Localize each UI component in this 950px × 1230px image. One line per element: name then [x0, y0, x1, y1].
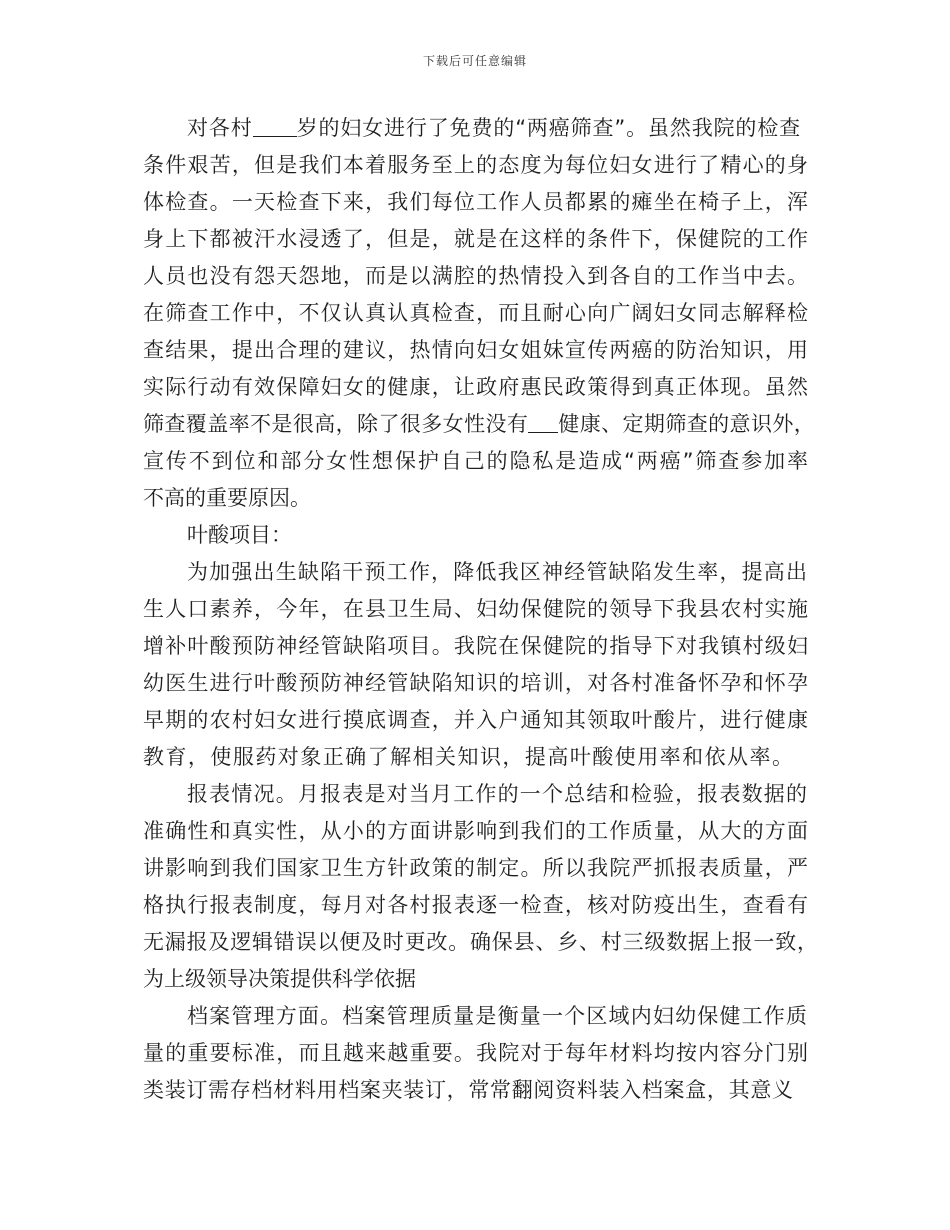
- text-line: 幼医生进行叶酸预防神经管缺陷知识的培训，对各村准备怀孕和怀孕: [143, 671, 810, 695]
- text-line: 无漏报及逻辑错误以便及时更改。确保县、乡、村三级数据上报一致，: [143, 930, 819, 954]
- fill-in-blank: [253, 116, 297, 137]
- fill-in-blank: [528, 412, 558, 433]
- text-line: 在筛查工作中，不仅认真认真检查，而且耐心向广阔妇女同志解释检: [143, 301, 810, 325]
- text-line: 量的重要标准，而且越来越重要。我院对于每年材料均按内容分门别: [143, 1041, 810, 1065]
- text-line: 类装订需存档材料用档案夹装订，常常翻阅资料装入档案盒，其意义: [143, 1078, 794, 1102]
- text-line: 格执行报表制度，每月对各村报表逐一检查，核对防疫出生，查看有: [143, 893, 810, 917]
- section-heading: 叶酸项目：: [187, 523, 292, 547]
- text-line: 讲影响到我们国家卫生方针政策的制定。所以我院严抓报表质量，严: [143, 856, 810, 880]
- text-line: 生人口素养，今年，在县卫生局、妇幼保健院的领导下我县农村实施: [143, 597, 810, 621]
- text-line: 体检查。一天检查下来，我们每位工作人员都累的瘫坐在椅子上，浑: [143, 190, 810, 214]
- text-line: [187, 113, 801, 143]
- text-line: 报表情况。月报表是对当月工作的一个总结和检验，报表数据的: [187, 782, 809, 806]
- text-line: 条件艰苦，但是我们本着服务至上的态度为每位妇女进行了精心的身: [143, 153, 810, 177]
- page-header: 下载后可任意编辑: [422, 54, 527, 68]
- text-line: 不高的重要原因。: [143, 486, 311, 510]
- text-line: 实际行动有效保障妇女的健康，让政府惠民政策得到真正体现。虽然: [143, 375, 810, 399]
- text-line: 档案管理方面。档案管理质量是衡量一个区域内妇幼保健工作质: [187, 1004, 809, 1028]
- text-line: 宣传不到位和部分女性想保护自己的隐私是造成“两癌”筛查参加率: [143, 449, 810, 473]
- text-segment: 岁的妇女进行了免费的“两癌筛查”。虽然我院的检查: [296, 116, 801, 140]
- text-line: 为加强出生缺陷干预工作，降低我区神经管缺陷发生率，提高出: [187, 560, 809, 584]
- text-line: 身上下都被汗水浸透了，但是，就是在这样的条件下，保健院的工作: [143, 227, 810, 251]
- text-line: 教育，使服药对象正确了解相关知识，提高叶酸使用率和依从率。: [143, 745, 795, 769]
- text-line: 早期的农村妇女进行摸底调查，并入户通知其领取叶酸片，进行健康: [143, 708, 810, 732]
- text-line: 人员也没有怨天怨地，而是以满腔的热情投入到各自的工作当中去。: [143, 264, 810, 288]
- text-line: 为上级领导决策提供科学依据: [143, 967, 416, 991]
- text-segment: 对各村: [187, 116, 253, 140]
- text-segment: 健康、定期筛查的意识外，: [558, 412, 816, 436]
- text-segment: 筛查覆盖率不是很高，除了很多女性没有: [143, 412, 529, 436]
- text-line: 准确性和真实性，从小的方面讲影响到我们的工作质量，从大的方面: [143, 819, 810, 843]
- text-line: 增补叶酸预防神经管缺陷项目。我院在保健院的指导下对我镇村级妇: [143, 634, 810, 658]
- text-line: [143, 409, 815, 439]
- text-line: 查结果，提出合理的建议，热情向妇女姐妹宣传两癌的防治知识，用: [143, 338, 810, 362]
